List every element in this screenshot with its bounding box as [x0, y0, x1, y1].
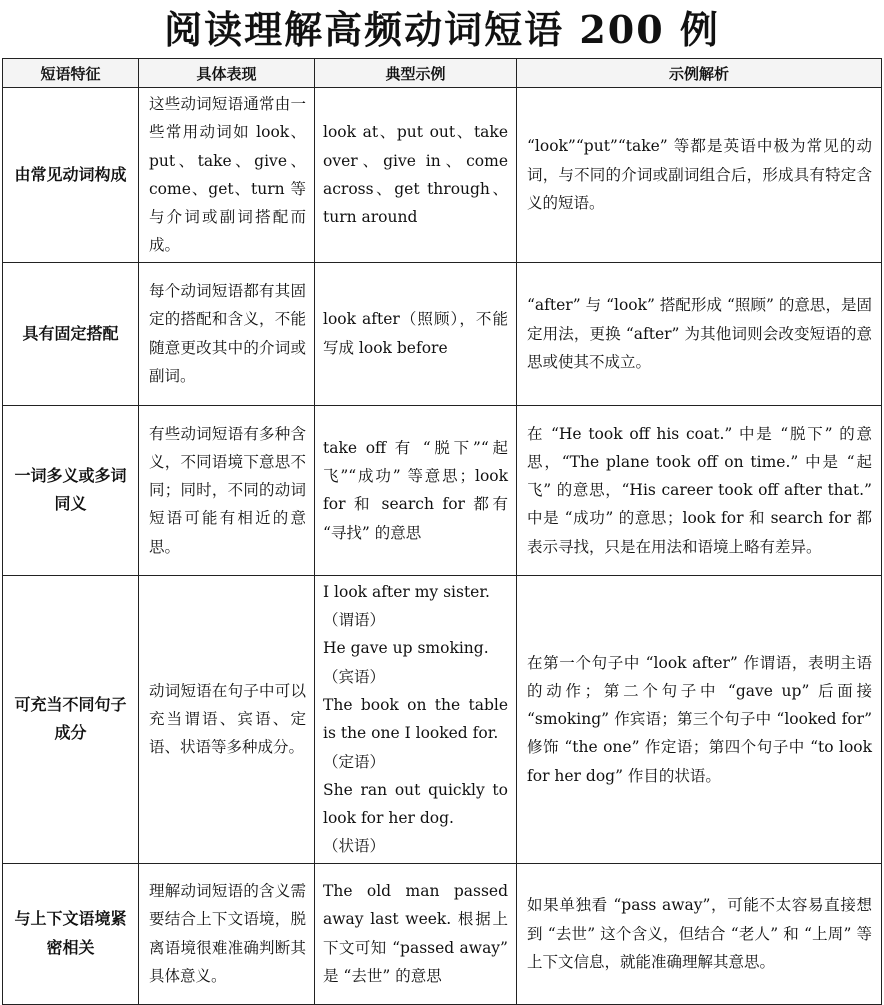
feature-cell: 由常见动词构成 — [3, 88, 139, 263]
header-example: 典型示例 — [315, 59, 517, 88]
analysis-cell: 在第一个句子中 “look after” 作谓语，表明主语的动作；第二个句子中 “gave up” 后面接 “smoking” 作宾语；第三个句子中 “looked for” 修饰 “the one” 作定语；第四个句子中 “to look for her dog” 作目的状语。 — [517, 575, 882, 863]
example-role-3: （定语） — [323, 752, 386, 771]
analysis-cell: “after” 与 “look” 搭配形成 “照顾” 的意思，是固定用法，更换 “after” 为其他词则会改变短语的意思或使其不成立。 — [517, 262, 882, 405]
performance-cell: 每个动词短语都有其固定的搭配和含义，不能随意更改其中的介词或副词。 — [139, 262, 315, 405]
example-text: look at、put out、take over、give in、come across、get through、turn around — [323, 123, 508, 227]
feature-cell: 与上下文语境紧密相关 — [3, 863, 139, 1004]
analysis-cell: 在 “He took off his coat.” 中是 “脱下” 的意思，“The plane took off on time.” 中是 “起飞” 的意思，“His career took off after that.” 中是 “成功” 的意思；look for 和 search for 都表示寻找，只是在用法和语境上略有差异。 — [517, 405, 882, 575]
header-analysis: 示例解析 — [517, 59, 882, 88]
example-text: The old man passed away last week. 根据上下文可知 “passed away” 是 “去世” 的意思 — [323, 882, 508, 986]
table-row — [3, 88, 882, 263]
example-cell — [315, 262, 517, 405]
phrase-table — [2, 58, 882, 1005]
performance-cell: 这些动词短语通常由一些常用动词如 look、put、take、give、come、get、turn 等与介词或副词搭配而成。 — [139, 88, 315, 263]
example-sentence-1: I look after my sister. — [323, 582, 490, 601]
table-row — [3, 575, 882, 863]
table-header-row — [3, 59, 882, 88]
example-sentence-3: The book on the table is the one I looked for. — [323, 695, 508, 743]
performance-cell: 动词短语在句子中可以充当谓语、宾语、定语、状语等多种成分。 — [139, 575, 315, 863]
example-cell — [315, 405, 517, 575]
analysis-cell: 如果单独看 “pass away”，可能不太容易直接想到 “去世” 这个含义，但结合 “老人” 和 “上周” 等上下文信息，就能准确理解其意思。 — [517, 863, 882, 1004]
header-feature: 短语特征 — [3, 59, 139, 88]
example-role-4: （状语） — [323, 837, 386, 856]
table-row — [3, 405, 882, 575]
example-role-2: （宾语） — [323, 667, 386, 686]
example-cell — [315, 863, 517, 1004]
feature-cell: 可充当不同句子成分 — [3, 575, 139, 863]
feature-cell: 一词多义或多词同义 — [3, 405, 139, 575]
performance-cell: 理解动词短语的含义需要结合上下文语境，脱离语境很难准确判断其具体意义。 — [139, 863, 315, 1004]
analysis-cell: “look”“put”“take” 等都是英语中极为常见的动词，与不同的介词或副词组合后，形成具有特定含义的短语。 — [517, 88, 882, 263]
performance-cell: 有些动词短语有多种含义，不同语境下意思不同；同时，不同的动词短语可能有相近的意思。 — [139, 405, 315, 575]
example-sentence-2: He gave up smoking. — [323, 639, 489, 658]
example-cell — [315, 88, 517, 263]
example-text: take off 有 “脱下”“起飞”“成功” 等意思；look for 和 search for 都有 “寻找” 的意思 — [323, 438, 508, 542]
example-cell — [315, 575, 517, 863]
example-text: look after（照顾），不能写成 look before — [323, 310, 508, 357]
page-title: 阅读理解高频动词短语 200 例 — [164, 7, 720, 52]
example-sentence-4: She ran out quickly to look for her dog. — [323, 780, 508, 828]
example-role-1: （谓语） — [323, 611, 386, 630]
header-performance: 具体表现 — [139, 59, 315, 88]
table-row — [3, 262, 882, 405]
feature-cell: 具有固定搭配 — [3, 262, 139, 405]
table-row — [3, 863, 882, 1004]
